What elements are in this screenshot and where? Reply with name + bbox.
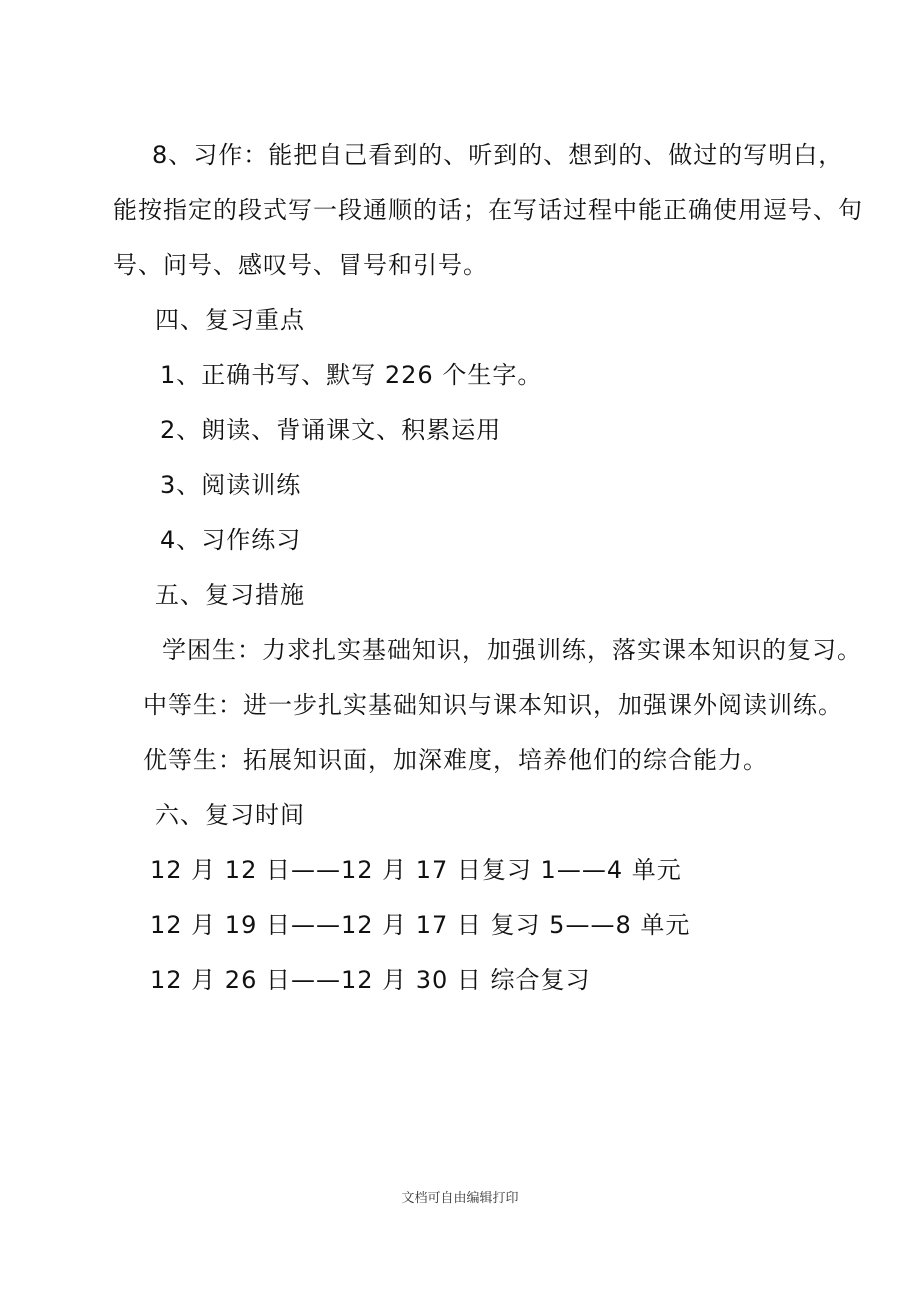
paragraph-8-line-1: 8、习作：能把自己看到的、听到的、想到的、做过的写明白， [152,141,844,169]
page-footer: 文档可自由编辑打印 [401,1191,519,1206]
paragraph-8-line-2: 能按指定的段式写一段通顺的话；在写话过程中能正确使用逗号、句 [113,196,863,224]
section-4-heading: 四、复习重点 [155,306,305,334]
section-4-item-1: 1、正确书写、默写 226 个生字。 [160,361,543,389]
section-6-item-1: 12 月 12 日——12 月 17 日复习 1——4 单元 [150,856,682,884]
section-4-item-2: 2、朗读、背诵课文、积累运用 [160,416,502,444]
section-5-item-3: 优等生：拓展知识面，加深难度，培养他们的综合能力。 [143,746,768,774]
section-5-item-2: 中等生：进一步扎实基础知识与课本知识，加强课外阅读训练。 [143,691,843,719]
section-6-heading: 六、复习时间 [155,801,305,829]
section-5-heading: 五、复习措施 [155,581,305,609]
section-6-item-2: 12 月 19 日——12 月 17 日 复习 5——8 单元 [150,911,691,939]
section-6-item-3: 12 月 26 日——12 月 30 日 综合复习 [150,966,591,994]
section-4-item-4: 4、习作练习 [160,526,302,554]
section-5-item-1: 学困生：力求扎实基础知识，加强训练，落实课本知识的复习。 [162,636,862,664]
section-4-item-3: 3、阅读训练 [160,471,302,499]
paragraph-8-line-3: 号、问号、感叹号、冒号和引号。 [113,251,488,279]
